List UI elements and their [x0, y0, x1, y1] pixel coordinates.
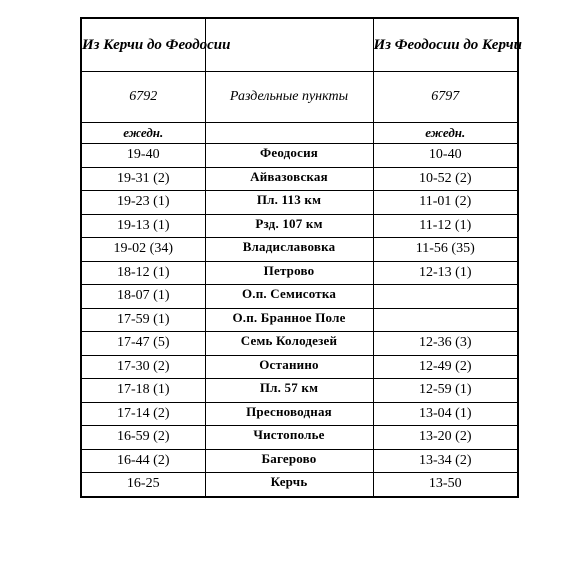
- station-name: Пл. 113 км: [205, 191, 373, 215]
- table-row: [81, 379, 518, 403]
- time-kerch-feodosia: 17-59 (1): [81, 308, 205, 332]
- station-name: Керчь: [205, 473, 373, 497]
- time-kerch-feodosia: 16-25: [81, 473, 205, 497]
- table-row: [81, 214, 518, 238]
- time-feodosia-kerch: 12-36 (3): [373, 332, 518, 356]
- table-row: [81, 144, 518, 168]
- table-row: [81, 355, 518, 379]
- timetable: [80, 17, 522, 498]
- table-row: [81, 285, 518, 309]
- time-feodosia-kerch: 13-50: [373, 473, 518, 497]
- table-row: [81, 238, 518, 262]
- time-kerch-feodosia: 17-47 (5): [81, 332, 205, 356]
- time-feodosia-kerch: 13-34 (2): [373, 449, 518, 473]
- frequency-empty-cell: [205, 123, 373, 144]
- time-kerch-feodosia: 17-30 (2): [81, 355, 205, 379]
- station-name: Семь Колодезей: [205, 332, 373, 356]
- time-kerch-feodosia: 18-07 (1): [81, 285, 205, 309]
- table-row: [81, 473, 518, 497]
- station-name: Айвазовская: [205, 167, 373, 191]
- header-empty-cell: [205, 18, 373, 72]
- table-row: [81, 402, 518, 426]
- time-feodosia-kerch: [373, 285, 518, 309]
- time-feodosia-kerch: 12-13 (1): [373, 261, 518, 285]
- station-name: Феодосия: [205, 144, 373, 168]
- train-number-row: [81, 72, 518, 123]
- frequency-left: ежедн.: [81, 123, 205, 144]
- station-name: О.п. Семисотка: [205, 285, 373, 309]
- station-name: Багерово: [205, 449, 373, 473]
- time-feodosia-kerch: 10-40: [373, 144, 518, 168]
- table-row: [81, 308, 518, 332]
- table-row: [81, 332, 518, 356]
- time-kerch-feodosia: 19-40: [81, 144, 205, 168]
- time-feodosia-kerch: 11-56 (35): [373, 238, 518, 262]
- station-name: Рзд. 107 км: [205, 214, 373, 238]
- station-name: О.п. Бранное Поле: [205, 308, 373, 332]
- station-name: Останино: [205, 355, 373, 379]
- time-feodosia-kerch: [373, 308, 518, 332]
- time-kerch-feodosia: 19-23 (1): [81, 191, 205, 215]
- stations-column-header: Раздельные пункты: [205, 72, 373, 123]
- time-kerch-feodosia: 18-12 (1): [81, 261, 205, 285]
- table-row: [81, 449, 518, 473]
- time-feodosia-kerch: 12-49 (2): [373, 355, 518, 379]
- time-kerch-feodosia: 19-13 (1): [81, 214, 205, 238]
- direction-feodosia-kerch: Из Феодосии до Керчи: [373, 18, 518, 72]
- train-number-left: 6792: [81, 72, 205, 123]
- time-feodosia-kerch: 13-20 (2): [373, 426, 518, 450]
- table-row: [81, 261, 518, 285]
- time-feodosia-kerch: 12-59 (1): [373, 379, 518, 403]
- time-kerch-feodosia: 16-59 (2): [81, 426, 205, 450]
- frequency-right: ежедн.: [373, 123, 518, 144]
- time-feodosia-kerch: 11-12 (1): [373, 214, 518, 238]
- time-kerch-feodosia: 17-18 (1): [81, 379, 205, 403]
- time-kerch-feodosia: 17-14 (2): [81, 402, 205, 426]
- time-kerch-feodosia: 19-02 (34): [81, 238, 205, 262]
- station-name: Пл. 57 км: [205, 379, 373, 403]
- direction-kerch-feodosia: Из Керчи до Феодосии: [81, 18, 205, 72]
- table-row: [81, 167, 518, 191]
- time-kerch-feodosia: 16-44 (2): [81, 449, 205, 473]
- table-row: [81, 191, 518, 215]
- frequency-row: [81, 123, 518, 144]
- station-name: Владиславовка: [205, 238, 373, 262]
- station-name: Пресноводная: [205, 402, 373, 426]
- time-feodosia-kerch: 13-04 (1): [373, 402, 518, 426]
- station-name: Петрово: [205, 261, 373, 285]
- train-number-right: 6797: [373, 72, 518, 123]
- table-row: [81, 426, 518, 450]
- direction-header-row: [81, 18, 518, 72]
- time-feodosia-kerch: 11-01 (2): [373, 191, 518, 215]
- time-kerch-feodosia: 19-31 (2): [81, 167, 205, 191]
- station-name: Чистополье: [205, 426, 373, 450]
- time-feodosia-kerch: 10-52 (2): [373, 167, 518, 191]
